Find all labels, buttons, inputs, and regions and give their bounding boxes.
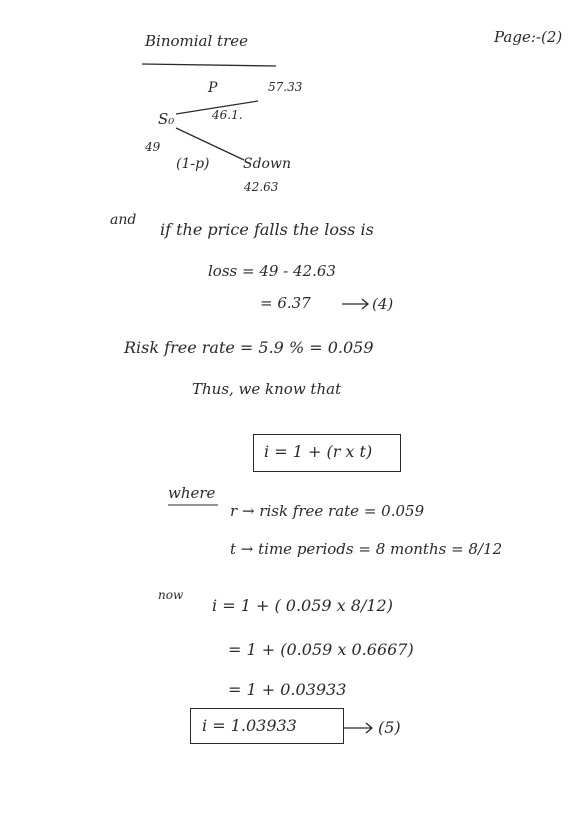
calc-line-1: i = 1 + ( 0.059 x 8/12) <box>212 596 393 615</box>
page-title: Binomial tree <box>145 32 248 50</box>
tree-s-down: Sdown <box>243 156 291 172</box>
loss-line-2: = 6.37 <box>260 294 311 312</box>
tree-s0-label: S₀ <box>158 110 175 128</box>
tree-one-minus-p: (1-p) <box>176 156 210 172</box>
result-ref: (5) <box>378 718 401 737</box>
calc-line-3: = 1 + 0.03933 <box>228 680 347 699</box>
formula-text: i = 1 + (r x t) <box>264 442 373 461</box>
where-label: where <box>168 484 216 502</box>
tree-up-percent: 46.1. <box>212 108 243 122</box>
loss-intro-text: if the price falls the loss is <box>160 220 374 239</box>
tree-down-value: 42.63 <box>244 180 279 194</box>
page-number: Page:-(2) <box>494 28 563 46</box>
loss-line-1: loss = 49 - 42.63 <box>208 262 336 280</box>
calc-line-2: = 1 + (0.059 x 0.6667) <box>228 640 414 659</box>
now-label: now <box>158 588 184 602</box>
tree-p-label: P <box>208 80 218 96</box>
tree-up-value: 57.33 <box>268 80 303 94</box>
where-t-line: t → time periods = 8 months = 8/12 <box>230 540 503 558</box>
title-underline <box>142 64 276 66</box>
where-r-line: r → risk free rate = 0.059 <box>230 502 425 520</box>
result-text: i = 1.03933 <box>202 716 297 735</box>
risk-free-rate-line: Risk free rate = 5.9 % = 0.059 <box>124 338 374 357</box>
thus-line: Thus, we know that <box>192 380 342 398</box>
tree-s0-value: 49 <box>145 140 161 154</box>
loss-ref: (4) <box>372 295 394 313</box>
loss-intro-and: and <box>110 212 137 228</box>
